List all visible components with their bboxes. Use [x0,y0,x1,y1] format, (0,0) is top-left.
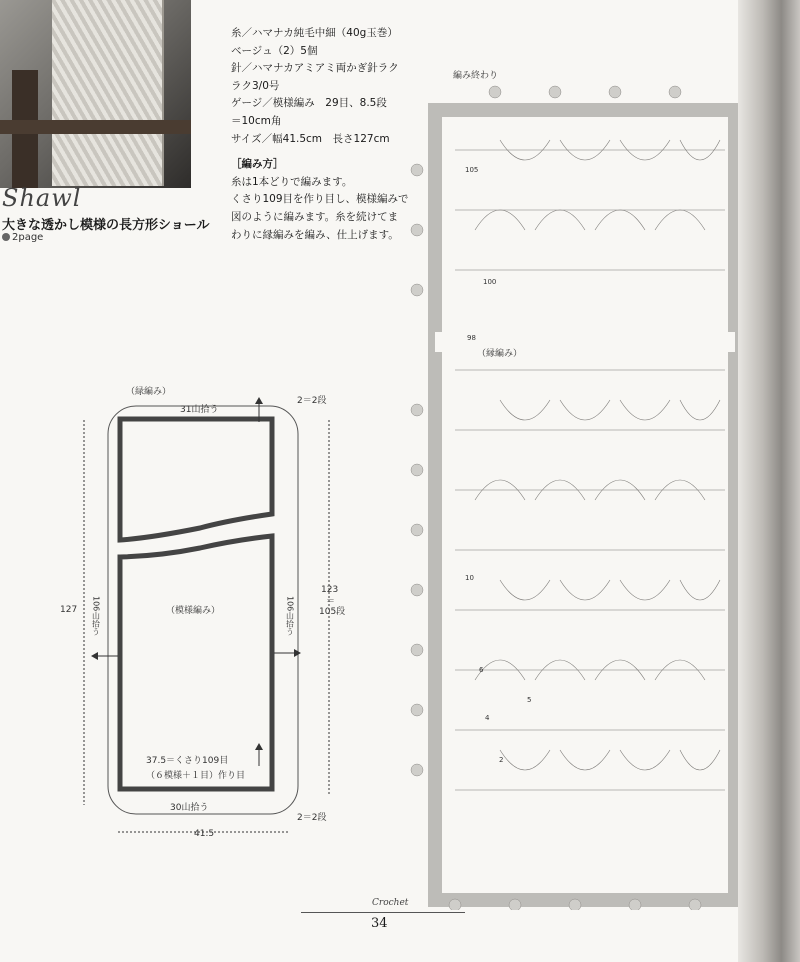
inner-length-3: 105段 [319,607,346,617]
finish-label: 編み終わり [453,71,499,81]
row-label: 2 [499,756,504,764]
footer-rule [301,912,465,913]
material-line: ベージュ（2）5個 [231,44,318,57]
rows-bottom-label: 2＝2段 [297,813,327,823]
picot-edging [411,86,701,910]
top-arrow-head [255,397,263,404]
foundation-line-1: 37.5＝くさり109目 [146,756,229,766]
left-arrow-head [91,652,98,660]
crochet-chart [395,70,740,910]
material-line: 針／ハマナカアミアミ両かぎ針ラク [231,62,399,75]
pattern-body-top [120,419,272,540]
row-label: 4 [485,714,490,722]
row-label: 6 [479,666,484,674]
pattern-body-bottom [120,536,272,789]
project-title: Shawl [2,184,82,212]
material-line: ゲージ／模様編み 29目、8.5段 [231,97,387,110]
row-label: 5 [527,696,532,704]
row-label: 100 [483,278,497,286]
material-line: ラク3/0号 [231,79,280,92]
material-line: サイズ／幅41.5cm 長さ127cm [231,132,390,145]
right-pickup-label: 106山拾う [285,596,295,636]
bottom-arrow-head [255,743,263,750]
page-number: 34 [371,916,388,931]
length-label: 127 [60,605,78,615]
chart-border-band [435,110,735,900]
inner-length-1: 123 [321,585,339,595]
method-line: わりに縁編みを編み、仕上げます。 [231,228,399,241]
material-line: ＝10cm角 [231,114,282,127]
bottom-pickup-label: 30山拾う [170,803,209,813]
foundation-line-2: （６模様＋１目）作り目 [146,771,246,781]
method-line: くさり109目を作り目し、模様編みで [231,193,409,206]
row-label: 105 [465,166,479,174]
inner-length-2: ＝ [326,597,336,607]
material-line: 糸／ハマナカ純毛中細（40g玉巻） [231,27,398,39]
left-pickup-label: 106山拾う [91,596,101,636]
footer-label: Crochet [372,898,409,908]
top-pickup-label: 31山拾う [180,405,219,415]
book-spine [738,0,800,962]
stitch-pattern [455,140,725,790]
border-label: （緑編み） [126,387,172,397]
rows-top-label: 2＝2段 [297,396,327,406]
project-subtitle: 大きな透かし模様の長方形ショール [2,218,210,233]
method-line: 図のように編みます。糸を続けてま [231,210,399,223]
row-label: 98 [467,334,476,342]
page-reference-text: 2page [12,232,44,243]
pattern-label: （模様編み） [166,606,221,616]
method-line: 糸は1本どりで編みます。 [231,175,353,188]
width-label: 41.5 [194,829,215,839]
method-heading: ［編み方］ [231,158,284,171]
row-label: 10 [465,574,474,582]
chart-border-label: （縁編み） [477,349,523,359]
